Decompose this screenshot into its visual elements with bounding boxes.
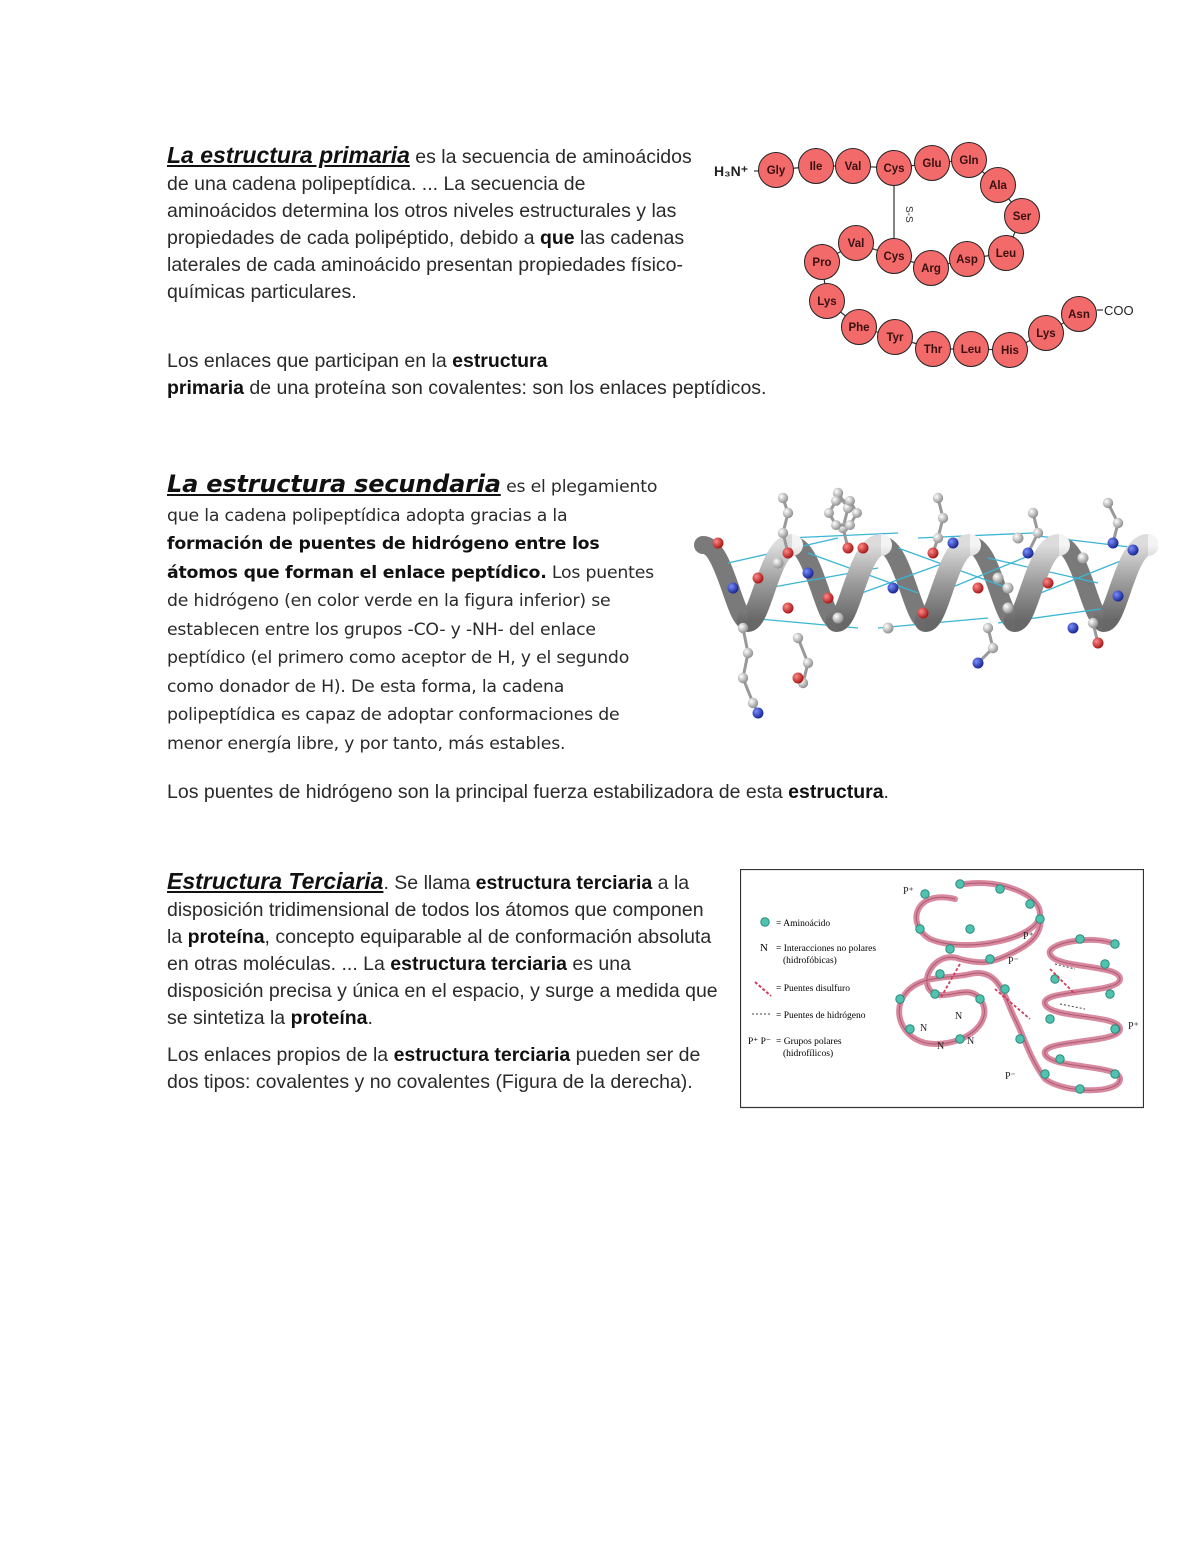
atom-ball xyxy=(778,528,788,538)
amino-acid-label: Pro xyxy=(812,257,832,269)
amino-acid-bead xyxy=(1111,1070,1119,1078)
secondary-paragraph-1 xyxy=(167,470,667,758)
atom-ball xyxy=(1033,528,1043,538)
nonpolar-label: N xyxy=(955,1011,963,1022)
primary-text-1: es la secuencia de aminoácidos de una cadena polipeptídica. ... La secuencia de aminoácidos determina los otros niveles estructurales y las propiedades de cada polipéptido, debido a xyxy=(167,146,692,249)
atom-ball xyxy=(738,673,748,683)
amino-acid-label: Asn xyxy=(1068,309,1090,321)
primary-bold-que: que xyxy=(539,227,575,249)
tertiary-section xyxy=(167,868,722,1096)
tertiary-text-d: es una disposición precisa y única en el espacio, y surge a medida que se sintetiza la xyxy=(167,953,718,1029)
c-terminus-label: COO xyxy=(1104,303,1134,318)
atom-ball xyxy=(743,648,753,658)
tertiary-bold-4: proteína xyxy=(290,1007,368,1029)
atom-ball xyxy=(793,673,804,684)
primary-structure-figure xyxy=(710,138,1150,373)
amino-acid-bead xyxy=(966,925,974,933)
backbone-atom xyxy=(823,593,834,604)
amino-acid-bead xyxy=(1026,900,1034,908)
ring-atom xyxy=(845,520,855,530)
legend-item-4: = Puentes de hidrógeno xyxy=(776,1011,866,1021)
atom-ball xyxy=(933,493,943,503)
backbone-atom xyxy=(1113,591,1124,602)
amino-acid-bead xyxy=(931,990,939,998)
alpha-helix-figure xyxy=(688,478,1158,728)
p-minus-label: P⁻ xyxy=(1008,956,1019,967)
n-terminus-label: H₃N⁺ xyxy=(714,163,749,179)
amino-acid-label: Leu xyxy=(995,248,1017,260)
ring-atom xyxy=(831,496,841,506)
atom-ball xyxy=(1023,548,1034,559)
primary-bonds-a: Los enlaces que participan en la xyxy=(167,350,453,372)
amino-acid-bead xyxy=(1076,935,1084,943)
p-plus-label: P⁺ xyxy=(1023,931,1034,942)
ring-atom xyxy=(845,496,855,506)
backbone-atom xyxy=(883,623,894,634)
backbone-atom xyxy=(948,538,959,549)
ring-atom xyxy=(824,508,834,518)
amino-acid-bead xyxy=(1106,990,1114,998)
atom-ball xyxy=(803,658,813,668)
amino-acid-label: Phe xyxy=(848,322,870,334)
tertiary-structure-figure xyxy=(740,869,1144,1109)
atom-ball xyxy=(753,708,764,719)
backbone-atom xyxy=(1128,545,1139,556)
amino-acid-label: Cys xyxy=(883,251,905,263)
amino-acid-bead xyxy=(916,925,924,933)
atom-ball xyxy=(738,623,748,633)
tertiary-paragraph-1 xyxy=(167,868,722,1032)
primary-section xyxy=(167,142,697,306)
backbone-atom xyxy=(973,583,984,594)
amino-acid-bead xyxy=(976,995,984,1003)
atom-ball xyxy=(783,548,794,559)
backbone-atom xyxy=(833,613,844,624)
legend-symbol-5: P⁺ P⁻ xyxy=(748,1037,771,1047)
amino-acid-bead xyxy=(1036,915,1044,923)
amino-acid-label: Cys xyxy=(883,163,905,175)
primary-chain xyxy=(714,143,1134,368)
atom-ball xyxy=(933,533,943,543)
amino-acid-bead xyxy=(921,890,929,898)
amino-acid-label: Ile xyxy=(809,161,823,173)
tertiary-bonds-b: pueden ser de dos tipos: covalentes y no covalentes (Figura de la derecha). xyxy=(167,1044,701,1093)
tertiary-bold-2: proteína xyxy=(187,926,265,948)
atom-ball xyxy=(1093,638,1104,649)
amino-acid-bead xyxy=(906,1025,914,1033)
atom-ball xyxy=(988,643,998,653)
secondary-section xyxy=(167,470,667,758)
backbone-atom xyxy=(728,583,739,594)
disulfide-bridge-label: S-S xyxy=(903,206,914,223)
helix-ribbon xyxy=(703,488,1148,719)
secondary-text-a: es el plegamiento que la cadena polipeptídica adopta gracias a la xyxy=(167,477,658,526)
backbone-atom xyxy=(993,573,1004,584)
amino-acid-label: Gln xyxy=(959,155,979,167)
tertiary-paragraph-2 xyxy=(167,1042,722,1096)
secondary-hbond-text xyxy=(167,779,1067,806)
backbone-atom xyxy=(1078,553,1089,564)
amino-acid-label: Val xyxy=(844,161,862,173)
tertiary-text-b: a la disposición tridimensional de todos los átomos que componen la xyxy=(167,872,704,948)
secondary-heading: La estructura secundaria xyxy=(167,470,501,498)
amino-acid-bead xyxy=(1111,1025,1119,1033)
amino-acid-label: Tyr xyxy=(886,332,904,344)
nonpolar-label: N xyxy=(920,1023,928,1034)
amino-acid-bead xyxy=(1056,1055,1064,1063)
amino-acid-bead xyxy=(1111,940,1119,948)
legend-item-3: = Puentes disulfuro xyxy=(776,984,850,994)
primary-bonds-bold-1: estructura xyxy=(452,350,548,372)
amino-acid-bead xyxy=(1001,985,1009,993)
tertiary-heading: Estructura Terciaria xyxy=(167,868,384,894)
amino-acid-label: Thr xyxy=(923,344,943,356)
amino-acid-label: Val xyxy=(847,238,865,250)
backbone-atom xyxy=(1013,533,1024,544)
legend-symbol-2: N xyxy=(760,942,768,954)
secondary-hbond-a: Los puentes de hidrógeno son la principal fuerza estabilizadora de esta xyxy=(167,781,789,803)
legend-item-2a: = Interacciones no polares xyxy=(776,944,877,954)
backbone-atom xyxy=(1043,578,1054,589)
atom-ball xyxy=(778,493,788,503)
secondary-hbond-b: . xyxy=(883,781,889,803)
ring-atom xyxy=(831,520,841,530)
amino-acid-bead xyxy=(1076,1085,1084,1093)
secondary-text-b: Los puentes de hidrógeno (en color verde en la figura inferior) se establecen entre los grupos -CO- y -NH- del enlace peptídico (el primero como aceptor de H, y el segundo como donador de H). De esta forma, la cadena polipeptídica es capaz de adoptar conformaciones de menor energía libre, y por tanto, más estables. xyxy=(167,562,654,754)
secondary-hbond-bold: estructura xyxy=(788,781,884,803)
p-minus-label: P⁻ xyxy=(1005,1071,1016,1082)
amino-acid-bead xyxy=(956,880,964,888)
legend-item-2b: (hidrofóbicas) xyxy=(783,956,837,966)
primary-paragraph-1 xyxy=(167,142,697,306)
amino-acid-bead xyxy=(986,955,994,963)
amino-acid-bead xyxy=(996,885,1004,893)
ring-atom xyxy=(852,508,862,518)
amino-acid-label: Gly xyxy=(766,165,786,177)
p-plus-label: P⁺ xyxy=(903,886,914,897)
atom-ball xyxy=(1028,508,1038,518)
legend-item-5a: = Grupos polares xyxy=(776,1037,842,1047)
amino-acid-label: Asp xyxy=(956,254,978,266)
backbone-atom xyxy=(888,583,899,594)
nonpolar-label: N xyxy=(967,1036,975,1047)
amino-acid-label: His xyxy=(1001,345,1019,357)
amino-acid-label: Lys xyxy=(1036,328,1056,340)
atom-ball xyxy=(1103,498,1113,508)
primary-text-2: las cadenas laterales de cada aminoácido presentan propiedades físico-químicas particulares. xyxy=(167,227,685,303)
backbone-atom xyxy=(1068,623,1079,634)
backbone-atom xyxy=(803,568,814,579)
backbone-atom xyxy=(858,543,869,554)
atom-ball xyxy=(983,623,993,633)
amino-acid-label: Glu xyxy=(922,158,942,170)
atom-ball xyxy=(793,633,803,643)
amino-acid-bead xyxy=(946,945,954,953)
backbone-atom xyxy=(753,573,764,584)
atom-ball xyxy=(1108,538,1119,549)
nonpolar-label: N xyxy=(937,1041,945,1052)
side-chain-bond xyxy=(933,498,943,553)
tertiary-bonds-a: Los enlaces propios de la xyxy=(167,1044,394,1066)
amino-acid-label: Leu xyxy=(960,344,982,356)
backbone-atom xyxy=(713,538,724,549)
legend-item-1: = Aminoácido xyxy=(776,919,831,929)
atom-ball xyxy=(938,513,948,523)
tertiary-bold-1: estructura terciaria xyxy=(475,872,653,894)
tertiary-text-e: . xyxy=(367,1007,373,1029)
atom-ball xyxy=(748,698,758,708)
amino-acid-label: Ala xyxy=(989,180,1007,192)
amino-acid-label: Arg xyxy=(921,263,941,275)
amino-acid-bead xyxy=(1016,1035,1024,1043)
amino-acid-bead xyxy=(936,970,944,978)
amino-acid-label: Ser xyxy=(1012,211,1032,223)
backbone-atom xyxy=(773,558,784,569)
legend-item-5b: (hidrofílicos) xyxy=(783,1049,834,1059)
atom-ball xyxy=(1088,618,1098,628)
secondary-bold: formación de puentes de hidrógeno entre los átomos que forman el enlace peptídico. xyxy=(167,534,600,583)
legend-bead-icon xyxy=(761,918,769,926)
atom-ball xyxy=(1113,518,1123,528)
amino-acid-bead xyxy=(1101,960,1109,968)
atom-ball xyxy=(928,548,939,559)
tertiary-text-a: . Se llama xyxy=(383,872,476,894)
tertiary-text-c: , concepto equiparable al de conformación absoluta en otras moléculas. ... La xyxy=(167,926,712,975)
amino-acid-bead xyxy=(956,1035,964,1043)
backbone-atom xyxy=(1003,583,1014,594)
secondary-paragraph-2 xyxy=(167,779,1067,806)
amino-acid-bead xyxy=(1046,1015,1054,1023)
atom-ball xyxy=(973,658,984,669)
amino-acid-bead xyxy=(896,995,904,1003)
tertiary-bonds-bold: estructura terciaria xyxy=(393,1044,571,1066)
primary-bonds-bold-2: primaria xyxy=(167,377,244,399)
amino-acid-bead xyxy=(1041,1070,1049,1078)
atom-ball xyxy=(843,543,854,554)
p-plus-label: P⁺ xyxy=(1128,1021,1139,1032)
backbone-atom xyxy=(783,603,794,614)
atom-ball xyxy=(783,508,793,518)
backbone-atom xyxy=(918,608,929,619)
primary-bonds-b: de una proteína son covalentes: son los enlaces peptídicos. xyxy=(243,377,767,399)
amino-acid-label: Lys xyxy=(817,296,837,308)
primary-heading: La estructura primaria xyxy=(167,142,410,168)
backbone-atom xyxy=(1003,603,1014,614)
tertiary-bold-3: estructura terciaria xyxy=(390,953,567,975)
